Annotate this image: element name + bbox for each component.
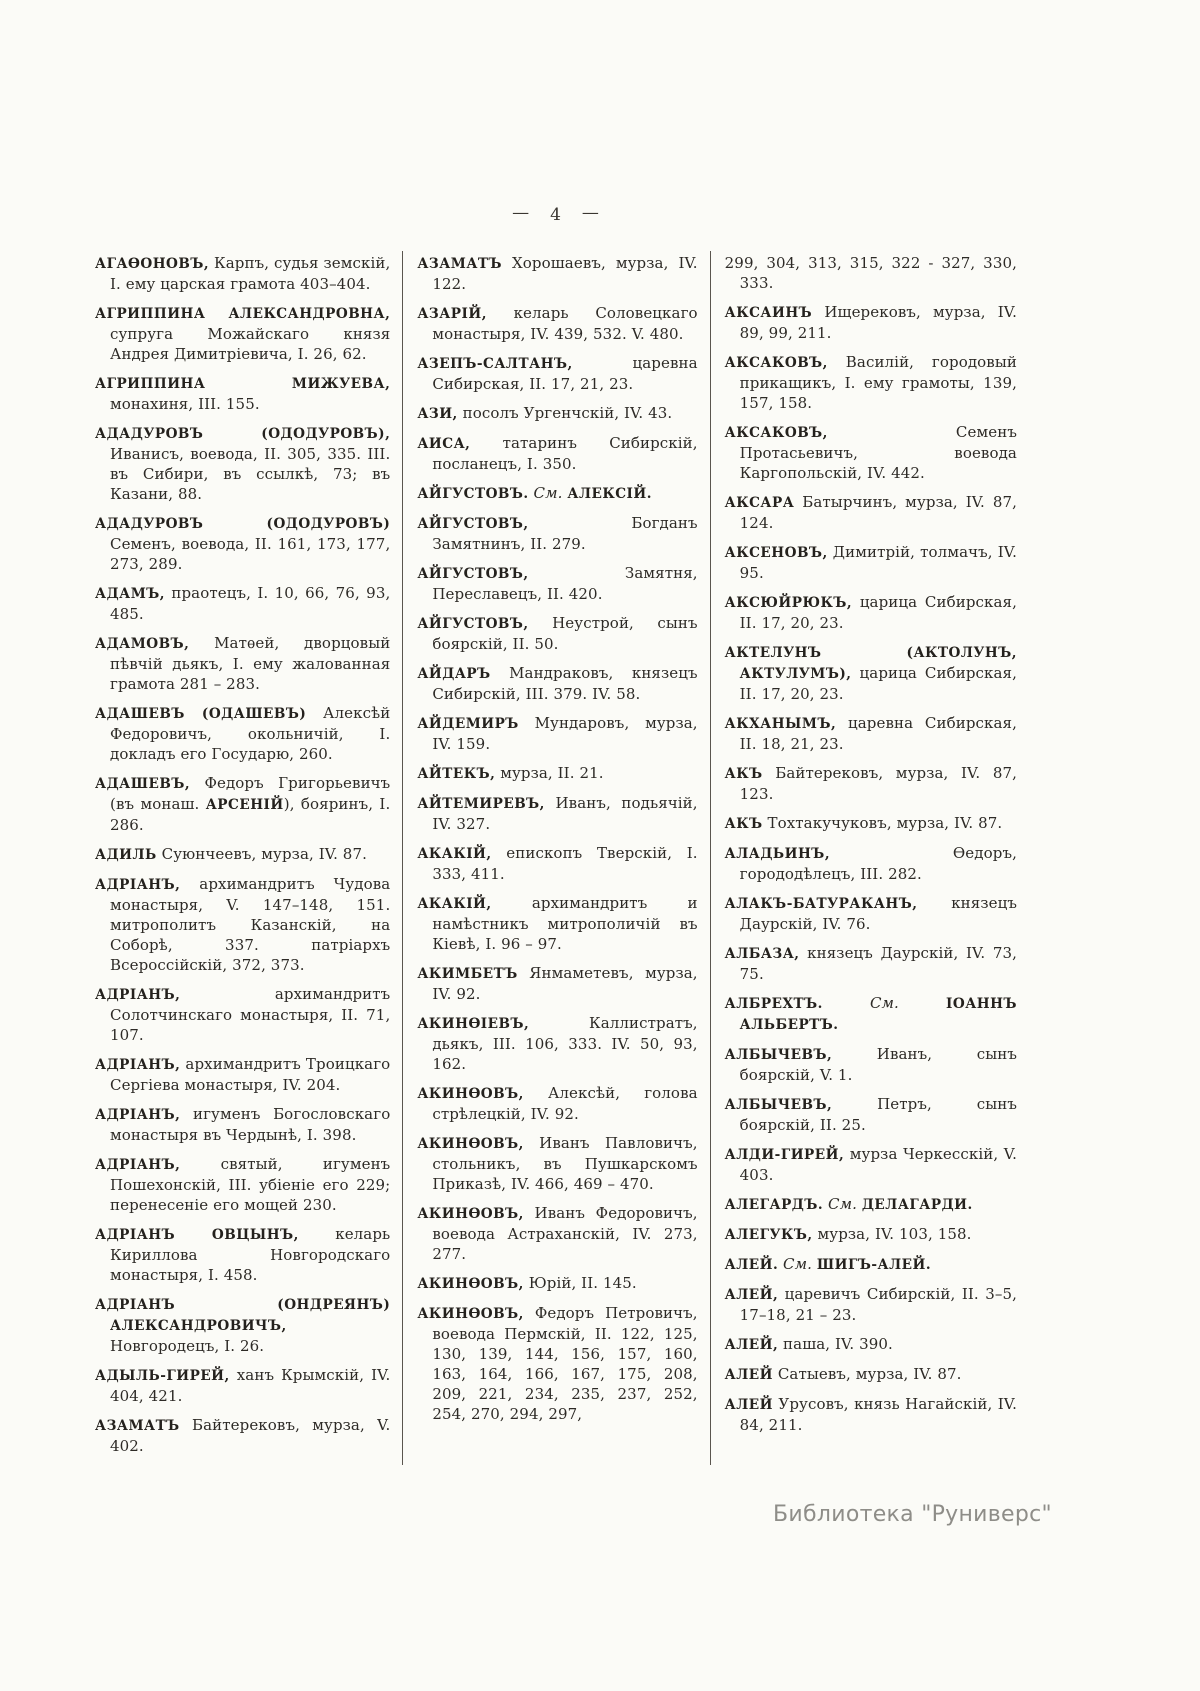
entry-text: Федоръ Петровичъ, воевода Пермскій, II. 122, 125, 130, 139, 144, 156, 157, 160, 163, 164, 166, 167, 175, 208, 209, 221, 234, 235, 237, 252, 254, 270, 294, 297, bbox=[432, 1304, 698, 1423]
entry-headword: АДИЛЬ bbox=[95, 847, 157, 863]
see-reference-abbrev: См. bbox=[778, 1255, 817, 1273]
index-entry bbox=[417, 563, 697, 604]
entry-headword: АДАМОВЪ, bbox=[95, 636, 190, 652]
index-entry bbox=[725, 813, 1017, 834]
see-reference-abbrev: См. bbox=[822, 994, 947, 1012]
entry-headword: АКИНѲІЕВЪ, bbox=[417, 1016, 530, 1032]
index-entry bbox=[417, 793, 697, 834]
entry-text: Петръ, сынъ боярскій, II. 25. bbox=[739, 1095, 1017, 1134]
index-entry bbox=[725, 1044, 1017, 1085]
entry-headword: АГАѲОНОВЪ, bbox=[95, 256, 210, 272]
entry-text: Алексѣй, голова стрѣлецкій, IV. 92. bbox=[432, 1084, 698, 1123]
entry-headword: АКЪ bbox=[724, 766, 763, 782]
entry-text: Байтерековъ, мурза, V. 402. bbox=[110, 1416, 391, 1455]
entry-text: Семенъ Протасьевичъ, воевода Каргопольскій, IV. 442. bbox=[739, 423, 1017, 482]
entry-headword: АЗАМАТЪ bbox=[95, 1418, 180, 1434]
entry-text: Тохтакучуковъ, мурза, IV. 87. bbox=[762, 814, 1003, 832]
index-entry bbox=[725, 542, 1017, 583]
column-3 bbox=[710, 251, 1017, 1465]
entry-headword: АЙГУСТОВЪ, bbox=[417, 516, 529, 532]
index-entry bbox=[725, 843, 1017, 884]
index-entry bbox=[725, 492, 1017, 533]
entry-text: архимандритъ и намѣстникъ митрополичій въ Кіевѣ, I. 96 – 97. bbox=[432, 894, 698, 953]
index-entry bbox=[417, 303, 697, 344]
entry-text: Мандраковъ, князецъ Сибирскій, III. 379. IV. 58. bbox=[432, 664, 698, 703]
entry-text: праотецъ, I. 10, 66, 76, 93, 485. bbox=[110, 584, 391, 623]
entry-headword: АЛБАЗА, bbox=[724, 946, 800, 962]
entry-headword: АЛДИ-ГИРЕЙ, bbox=[724, 1147, 845, 1163]
entry-headword: АЛБРЕХТЪ. bbox=[724, 996, 823, 1012]
index-entry bbox=[417, 483, 697, 504]
index-entry bbox=[95, 1365, 390, 1406]
entry-text: князецъ Даурскій, IV. 76. bbox=[739, 894, 1017, 933]
entry-text: супруга Можайскаго князя Андрея Димитріевича, I. 26, 62. bbox=[110, 325, 391, 363]
index-entry bbox=[725, 1224, 1017, 1245]
entry-headword: АЗАРІЙ, bbox=[417, 306, 487, 322]
index-entry bbox=[95, 1294, 390, 1356]
entry-text: келарь Соловецкаго монастыря, IV. 439, 532. V. 480. bbox=[432, 304, 698, 343]
index-entry bbox=[95, 303, 390, 364]
see-reference-abbrev: См. bbox=[823, 1195, 862, 1213]
entry-headword: АКСЮЙРЮКЪ, bbox=[724, 595, 853, 611]
entry-text: Урусовъ, князь Нагайскій, IV. 84, 211. bbox=[739, 1395, 1017, 1434]
entry-text: игуменъ Богословскаго монастыря въ Чердынѣ, I. 398. bbox=[110, 1105, 391, 1144]
entry-headword: АКТЕЛУНЪ (АКТОЛУНЪ, АКТУЛУМЪ), bbox=[724, 645, 1017, 682]
page-header bbox=[95, 205, 1017, 225]
index-entry bbox=[417, 843, 697, 884]
entry-text: Иванъ Федоровичъ, воевода Астраханскій, IV. 273, 277. bbox=[432, 1204, 698, 1263]
index-entry bbox=[95, 984, 390, 1045]
entry-headword: АЛЕЙ bbox=[724, 1397, 773, 1413]
entry-text: царевна Сибирская, II. 17, 21, 23. bbox=[432, 354, 698, 393]
entry-headword: АКСАИНЪ bbox=[724, 305, 813, 321]
entry-text: Неустрой, сынъ боярскій, II. 50. bbox=[432, 614, 698, 653]
index-entry bbox=[725, 1334, 1017, 1355]
entry-headword: АЛАДЬИНЪ, bbox=[724, 846, 831, 862]
index-columns bbox=[95, 251, 1017, 1465]
entry-headword: АЛЕГАРДЪ. bbox=[724, 1197, 824, 1213]
entry-text: архимандритъ Троицкаго Сергіева монастыря, IV. 204. bbox=[110, 1055, 391, 1094]
index-entry bbox=[417, 713, 697, 754]
index-entry bbox=[417, 613, 697, 654]
index-entry bbox=[725, 1394, 1017, 1435]
entry-text: Новгородецъ, I. 26. bbox=[110, 1337, 265, 1355]
entry-headword: АЛЕЙ, bbox=[724, 1337, 779, 1353]
entry-text: Янмаметевъ, мурза, IV. 92. bbox=[432, 964, 698, 1003]
index-entry bbox=[95, 1154, 390, 1215]
entry-text: епископъ Тверскій, I. 333, 411. bbox=[432, 844, 698, 883]
entry-headword: АДАШЕВЪ, bbox=[95, 776, 191, 792]
entry-headword: АДРІАНЪ, bbox=[95, 1057, 181, 1073]
index-entry bbox=[725, 642, 1017, 704]
entry-text: Богданъ Замятнинъ, II. 279. bbox=[432, 514, 698, 553]
index-entry bbox=[417, 1303, 697, 1424]
entry-headword: АЙГУСТОВЪ, bbox=[417, 566, 529, 582]
entry-text: Сатыевъ, мурза, IV. 87. bbox=[772, 1365, 962, 1383]
entry-text: архимандритъ Чудова монастыря, V. 147–148, 151. митрополитъ Казанскій, на Соборѣ, 337. патріархъ Всероссійскій, 372, 373. bbox=[110, 875, 391, 974]
entry-headword: ШИГЪ-АЛЕЙ. bbox=[816, 1257, 932, 1273]
entry-headword: АДЫЛЬ-ГИРЕЙ, bbox=[95, 1368, 230, 1384]
index-entry bbox=[95, 373, 390, 414]
entry-text: Мундаровъ, мурза, IV. 159. bbox=[432, 714, 698, 753]
entry-text: Василій, городовый прикащикъ, I. ему грамоты, 139, 157, 158. bbox=[739, 353, 1017, 412]
index-entry bbox=[417, 1013, 697, 1074]
entry-text: Замятня, Переславецъ, II. 420. bbox=[432, 564, 698, 603]
index-entry bbox=[725, 1144, 1017, 1185]
entry-text: посолъ Ургенчскій, IV. 43. bbox=[457, 404, 673, 422]
entry-headword: АДРІАНЪ, bbox=[95, 987, 181, 1003]
index-entry bbox=[417, 1133, 697, 1194]
index-entry bbox=[95, 513, 390, 574]
entry-text: монахиня, III. 155. bbox=[110, 395, 260, 413]
entry-headword: АЛБЫЧЕВЪ, bbox=[724, 1097, 833, 1113]
index-entry bbox=[417, 253, 697, 294]
index-entry bbox=[95, 583, 390, 624]
entry-headword: АЗИ, bbox=[417, 406, 458, 422]
entry-headword: АЛЕГУКЪ, bbox=[724, 1227, 813, 1243]
entry-text: Димитрій, толмачъ, IV. 95. bbox=[739, 543, 1017, 582]
entry-headword: АКСЕНОВЪ, bbox=[724, 545, 828, 561]
entry-headword: АКАКІЙ, bbox=[417, 846, 492, 862]
entry-headword: АКСАКОВЪ, bbox=[724, 355, 828, 371]
entry-headword: АЗАМАТЪ bbox=[417, 256, 503, 272]
entry-text: Матѳей, дворцовый пѣвчій дьякъ, I. ему жалованная грамота 281 – 283. bbox=[110, 634, 391, 693]
entry-text: царевна Сибирская, II. 18, 21, 23. bbox=[739, 714, 1017, 753]
index-entry bbox=[725, 302, 1017, 343]
entry-headword: АДРІАНЪ, bbox=[95, 1157, 181, 1173]
entry-text: келарь Кириллова Новгородскаго монастыря, I. 458. bbox=[110, 1225, 391, 1284]
index-entry bbox=[95, 633, 390, 694]
entry-headword: АКИНѲОВЪ, bbox=[417, 1306, 524, 1322]
entry-headword: АЛЕЙ bbox=[724, 1367, 773, 1383]
entry-text: Иванъ, подьячій, IV. 327. bbox=[432, 794, 698, 833]
index-entry bbox=[725, 943, 1017, 984]
index-entry bbox=[725, 1094, 1017, 1135]
index-entry bbox=[725, 1194, 1017, 1215]
index-entry bbox=[725, 1364, 1017, 1385]
entry-headword: АГРИППИНА МИЖУЕВА, bbox=[95, 376, 391, 392]
entry-headword: АДРІАНЪ ОВЦЫНЪ, bbox=[95, 1227, 299, 1243]
entry-text: Иванисъ, воевода, II. 305, 335. III. въ Сибири, въ ссылкѣ, 73; въ Казани, 88. bbox=[110, 445, 391, 503]
entry-headword: АЙТЕКЪ, bbox=[417, 766, 496, 782]
entry-headword: АДАДУРОВЪ (ОДОДУРОВЪ) bbox=[95, 516, 391, 532]
entry-headword: АЙТЕМИРЕВЪ, bbox=[417, 796, 545, 812]
index-entry bbox=[417, 513, 697, 554]
index-entry bbox=[725, 1254, 1017, 1275]
entry-headword: АЙГУСТОВЪ. bbox=[417, 486, 529, 502]
index-entry bbox=[417, 433, 697, 474]
entry-headword: АДАДУРОВЪ (ОДОДУРОВЪ), bbox=[95, 426, 391, 442]
index-entry bbox=[95, 1224, 390, 1285]
index-entry bbox=[417, 1083, 697, 1124]
entry-headword: АЛБЫЧЕВЪ, bbox=[724, 1047, 833, 1063]
entry-headword: АЙГУСТОВЪ, bbox=[417, 616, 529, 632]
entry-headword: АИСА, bbox=[417, 436, 471, 452]
entry-headword: АЛЕЙ, bbox=[724, 1287, 779, 1303]
index-entry bbox=[417, 1273, 697, 1294]
entry-headword: АКСАКОВЪ, bbox=[724, 425, 828, 441]
entry-headword: АКИНѲОВЪ, bbox=[417, 1206, 524, 1222]
index-entry bbox=[725, 993, 1017, 1035]
column-1 bbox=[95, 251, 402, 1465]
entry-headword: АЙДЕМИРЪ bbox=[417, 716, 519, 732]
index-entry bbox=[95, 844, 390, 865]
entry-text: архимандритъ Солотчинскаго монастыря, II. 71, 107. bbox=[110, 985, 391, 1044]
entry-headword: АГРИППИНА АЛЕКСАНДРОВНА, bbox=[95, 306, 391, 322]
entry-text: Ѳедоръ, горододѣлецъ, III. 282. bbox=[739, 844, 1017, 883]
entry-headword: АКАКІЙ, bbox=[417, 896, 492, 912]
index-entry bbox=[95, 1104, 390, 1145]
index-entry bbox=[95, 874, 390, 975]
entry-text: Алексѣй Федоровичъ, окольничій, I. докладъ его Государю, 260. bbox=[110, 704, 391, 763]
entry-text: князецъ Даурскій, IV. 73, 75. bbox=[739, 944, 1017, 983]
entry-headword: АЛАКЪ-БАТУРАКАНЪ, bbox=[724, 896, 918, 912]
index-entry bbox=[95, 1054, 390, 1095]
index-entry bbox=[95, 253, 390, 294]
entry-headword: ДЕЛАГАРДИ. bbox=[861, 1197, 973, 1213]
index-entry bbox=[417, 963, 697, 1004]
index-entry bbox=[95, 773, 390, 835]
entry-text: ханъ Крымскій, IV. 404, 421. bbox=[110, 1366, 391, 1405]
entry-headword: АДРІАНЪ, bbox=[95, 877, 181, 893]
entry-text: мурза Черкесскій, V. 403. bbox=[739, 1145, 1017, 1184]
entry-headword: АРСЕНІЙ bbox=[205, 797, 284, 813]
index-entry bbox=[95, 1415, 390, 1456]
entry-text: Иванъ Павловичъ, стольникъ, въ Пушкарскомъ Приказѣ, IV. 466, 469 – 470. bbox=[432, 1134, 698, 1193]
column-2 bbox=[402, 251, 709, 1465]
entry-headword: АЗЕПЪ-САЛТАНЪ, bbox=[417, 356, 573, 372]
entry-headword: АДРІАНЪ (ОНДРЕЯНЪ) АЛЕКСАНДРОВИЧЪ, bbox=[95, 1297, 391, 1334]
entry-headword: АЛЕЙ. bbox=[724, 1257, 779, 1273]
index-entry bbox=[725, 1284, 1017, 1325]
entry-text: царица Сибирская, II. 17, 20, 23. bbox=[739, 593, 1017, 632]
page-content bbox=[95, 205, 1017, 1465]
header-dash-left: — bbox=[512, 203, 531, 223]
index-entry bbox=[95, 423, 390, 504]
index-entry bbox=[725, 713, 1017, 754]
entry-headword: АКИНѲОВЪ, bbox=[417, 1276, 524, 1292]
entry-text: Ищерековъ, мурза, IV. 89, 99, 211. bbox=[739, 303, 1017, 342]
entry-text: святый, игуменъ Пошехонскій, III. убіеніе его 229; перенесеніе его мощей 230. bbox=[110, 1155, 391, 1214]
entry-headword: АКСАРА bbox=[724, 495, 795, 511]
see-reference-abbrev: См. bbox=[528, 484, 568, 502]
entry-headword: ІОАННЪ АЛЬБЕРТЪ. bbox=[739, 996, 1017, 1033]
entry-headword: АКИНѲОВЪ, bbox=[417, 1086, 524, 1102]
entry-headword: АЛЕКСІЙ. bbox=[567, 486, 652, 502]
index-entry bbox=[417, 1203, 697, 1264]
entry-text: 299, 304, 313, 315, 322 - 327, 330, 333. bbox=[724, 254, 1017, 292]
index-entry bbox=[725, 893, 1017, 934]
entry-text: Байтерековъ, мурза, IV. 87, 123. bbox=[739, 764, 1017, 803]
entry-text: Батырчинъ, мурза, IV. 87, 124. bbox=[739, 493, 1017, 532]
index-entry bbox=[725, 422, 1017, 483]
entry-text: Карпъ, судья земскій, I. ему царская грамота 403–404. bbox=[110, 254, 391, 293]
entry-text: Федоръ Григорьевичъ (въ монаш. bbox=[110, 774, 391, 813]
index-entry bbox=[417, 403, 697, 424]
index-entry bbox=[725, 763, 1017, 804]
index-entry bbox=[725, 352, 1017, 413]
entry-text: татаринъ Сибирскій, посланецъ, I. 350. bbox=[432, 434, 698, 473]
entry-headword: АКИНѲОВЪ, bbox=[417, 1136, 524, 1152]
entry-text: мурза, IV. 103, 158. bbox=[812, 1225, 972, 1243]
entry-text: Семенъ, воевода, II. 161, 173, 177, 273, 289. bbox=[110, 535, 391, 573]
entry-headword: АКЪ bbox=[724, 816, 763, 832]
index-entry bbox=[417, 663, 697, 704]
entry-headword: АДРІАНЪ, bbox=[95, 1107, 181, 1123]
entry-headword: АДАШЕВЪ (ОДАШЕВЪ) bbox=[95, 706, 307, 722]
index-entry bbox=[725, 592, 1017, 633]
entry-text: Иванъ, сынъ боярскій, V. 1. bbox=[739, 1045, 1017, 1084]
entry-text: царица Сибирская, II. 17, 20, 23. bbox=[739, 664, 1017, 703]
entry-headword: АКИМБЕТЪ bbox=[417, 966, 518, 982]
header-dash-right: — bbox=[581, 203, 600, 223]
entry-headword: АЙДАРЪ bbox=[417, 666, 491, 682]
entry-text: Суюнчеевъ, мурза, IV. 87. bbox=[156, 845, 367, 863]
index-entry-continuation bbox=[725, 253, 1017, 293]
library-watermark: Библиотека "Руниверс" bbox=[773, 1502, 1052, 1527]
entry-text: Каллистратъ, дьякъ, III. 106, 333. IV. 50, 93, 162. bbox=[432, 1014, 698, 1073]
index-entry bbox=[417, 353, 697, 394]
index-entry bbox=[417, 893, 697, 954]
entry-headword: АДАМЪ, bbox=[95, 586, 166, 602]
entry-text: ), бояринъ, I. 286. bbox=[110, 795, 391, 834]
entry-text: мурза, II. 21. bbox=[495, 764, 604, 782]
entry-text: Юрій, II. 145. bbox=[523, 1274, 637, 1292]
index-entry bbox=[95, 703, 390, 764]
index-entry bbox=[417, 763, 697, 784]
page-number: 4 bbox=[550, 205, 562, 225]
entry-headword: АКХАНЫМЪ, bbox=[724, 716, 837, 732]
entry-text: Хорошаевъ, мурза, IV. 122. bbox=[432, 254, 698, 293]
entry-text: паша, IV. 390. bbox=[778, 1335, 893, 1353]
entry-text: царевичъ Сибирскій, II. 3–5, 17–18, 21 – 23. bbox=[739, 1285, 1017, 1324]
